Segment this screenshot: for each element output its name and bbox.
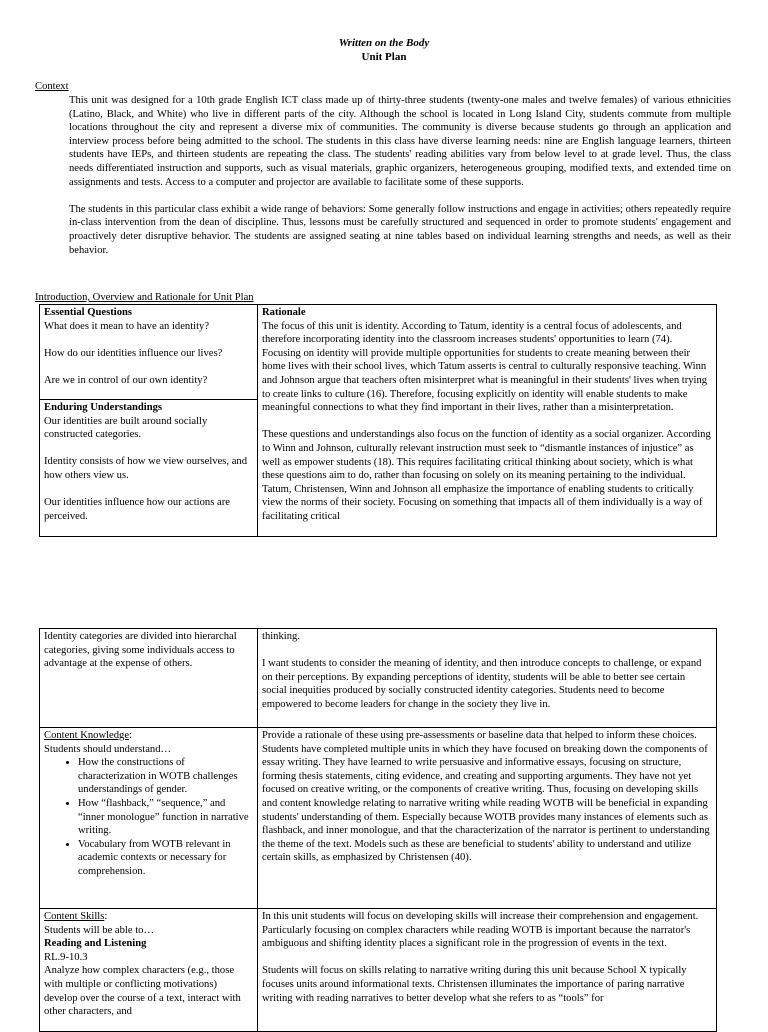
content-skills-heading: Content Skills <box>44 911 105 922</box>
context-section <box>69 94 731 257</box>
context-label: Context <box>35 81 69 92</box>
rationale-cell <box>258 305 717 537</box>
essential-questions-cell <box>40 305 258 400</box>
enduring-understanding: Identity consists of how we view ourselves, and how others view us. <box>44 456 248 481</box>
intro-label: Introduction, Overview and Rationale for Unit Plan <box>35 292 254 303</box>
enduring-understandings-heading: Enduring Understandings <box>44 402 163 413</box>
content-knowledge-list <box>44 756 253 878</box>
content-skills-rationale-cell <box>258 909 717 1032</box>
context-paragraph-2: The students in this particular class exhibit a wide range of behaviors: Some generally follow instructions and engage in activities; others repeatedly require in-class intervention from the dean of discipline. Thus, lessons must be carefully structured and sequenced in order to promote students' engagement and proactively deter disruptive behavior. The students are assigned seating at nine tables based on individual learning strengths and needs, as well as their behavior. <box>69 203 731 256</box>
content-knowledge-rationale-text: Students have completed multiple units in which they have focused on breaking down the components of essay writing. They have learned to write persuasive and informative essays, focusing on structure, forming thesis statements, citing evidence, and creating and supporting arguments. They have not yet focused on creative writing, or the components of creative writing. Thus, focusing on developing skills and content knowledge relating to narrative writing while reading WOTB will be beneficial in expanding students' understanding of them. Especially because WOTB provides many instances of elements such as flashback, and inner monologue, and that the characterization of the narrator is pertinent to understanding the theme of the text. Models such as these are beneficial to students' ability to understand and utilize certain skills, as emphasized by Christensen (40). <box>262 743 710 864</box>
content-skills-intro: Students will be able to… <box>44 924 155 936</box>
reading-listening-heading: Reading and Listening <box>44 938 147 950</box>
list-item: • How the constructions of characterization in WOTB challenges understandings of gender. <box>78 756 253 797</box>
content-skills-rationale-1: In this unit students will focus on developing skills will increase their comprehension and engagement. Particularly focusing on complex characters while reading WOTB is important because the narrator's ambiguous and shifting identity places a significant role in the progression of events in the text. <box>262 911 699 950</box>
rationale-paragraph-2: These questions and understandings also focus on the function of identity as a social organizer. According to Winn and Johnson, culturally relevant instruction must seek to “dismantle instances of injustice” as well as empower students (18). This requires facilitating critical thinking about society, which is what these questions aim to do, rather than focusing on solely on its meaning pertaining to the individual. Tatum, Christensen, Winn and Johnson all emphasize the importance of enabling students to critically view the norms of their society. Focusing on something that impacts all of them individually is a way of facilitating critical <box>262 429 711 522</box>
content-knowledge-rationale-cell <box>258 728 717 909</box>
list-item: • Vocabulary from WOTB relevant in academic contexts or necessary for comprehension. <box>78 838 253 879</box>
rationale-paragraph-1: The focus of this unit is identity. According to Tatum, identity is a central focus of adolescents, and therefore incorporating identity into the classroom increases students' opportunities to learn (74). Focusing on identity will provide multiple opportunities for students to create meaning between their home lives with their school lives, which Tatum asserts is central to culturally responsive teaching. Winn and Johnson argue that teachers often misinterpret what is meaningful in their students' lives when trying to create links to culture (16). Therefore, focusing explicitly on identity will enable students to make meaningful connections to what they find important in their lives, rather than a misinterpretation. <box>262 320 708 414</box>
enduring-understanding: Our identities influence how our actions are perceived. <box>44 497 230 522</box>
enduring-understanding: Our identities are built around socially constructed categories. <box>44 415 208 441</box>
thinking-paragraph-1: thinking. <box>262 631 300 642</box>
essential-question: How do our identities influence our lives? <box>44 347 223 359</box>
essential-questions-heading: Essential Questions <box>44 307 133 318</box>
standard-code: RL.9-10.3 <box>44 951 88 963</box>
standard-text: Analyze how complex characters (e.g., those with multiple or conflicting motivations) develop over the course of a text, interact with other characters, and <box>44 965 241 1018</box>
identity-categories-cell <box>40 629 258 728</box>
essential-question: What does it mean to have an identity? <box>44 320 210 332</box>
content-skills-colon: : <box>104 911 108 922</box>
content-knowledge-heading: Content Knowledge <box>44 730 130 741</box>
document-subtitle: Unit Plan <box>361 51 407 63</box>
thinking-cell <box>258 629 717 728</box>
rationale-heading: Rationale <box>262 307 306 318</box>
document-title: Written on the Body <box>338 37 430 49</box>
context-paragraph-1: This unit was designed for a 10th grade English ICT class made up of thirty-three students (twenty-one males and twelve females) of various ethnicities (Latino, Black, and White) who live in different parts of the city. Although the school is located in Long Island City, students commute from multiple locations throughout the city and represent a diverse mix of communities. The community is diverse because students go through an application and interview process before being admitted to the school. The students in this class have diverse learning needs: nine are English language learners, thirteen students have IEPs, and thirteen students are repeating the class. The students' reading abilities vary from below level to at grade level. Thus, the class needs differentiated instruction and supports, such as visual materials, graphic organizers, heterogeneous grouping, modified texts, and extended time on assignments and tests. Access to a computer and projector are available to facilitate some of these supports. <box>69 95 731 188</box>
content-skills-rationale-2: Students will focus on skills relating to narrative writing during this unit because School X typically focuses units around informational texts. Christensen illuminates the importance of paring narrative writing with reading narratives to better develop what she refers to as “tools” for <box>262 965 687 1004</box>
list-item: • How “flashback,” “sequence,” and “inner monologue” function in narrative writing. <box>78 797 253 838</box>
content-knowledge-rationale-prompt: Provide a rationale of these using pre-assessments or baseline data that helped to inform these choices. <box>262 730 697 741</box>
unit-plan-table-page1 <box>39 304 717 537</box>
identity-categories-text: Identity categories are divided into hierarchal categories, giving some individuals access to advantage at the expense of others. <box>44 631 237 670</box>
essential-question: Are we in control of our own identity? <box>44 374 208 386</box>
enduring-understandings-cell <box>40 400 258 537</box>
unit-plan-table-page2 <box>39 628 717 1032</box>
content-knowledge-intro: Students should understand… <box>44 743 172 755</box>
content-skills-cell <box>40 909 258 1032</box>
content-knowledge-colon: : <box>129 730 132 741</box>
content-knowledge-cell <box>40 728 258 909</box>
thinking-paragraph-2: I want students to consider the meaning of identity, and then introduce concepts to challenge, or expand on their perceptions. By expanding perceptions of identity, students will be able to better see certain social inequities produced by socially constructed identity categories. Students need to become empowered to become leaders for change in the society they live in. <box>262 658 702 710</box>
